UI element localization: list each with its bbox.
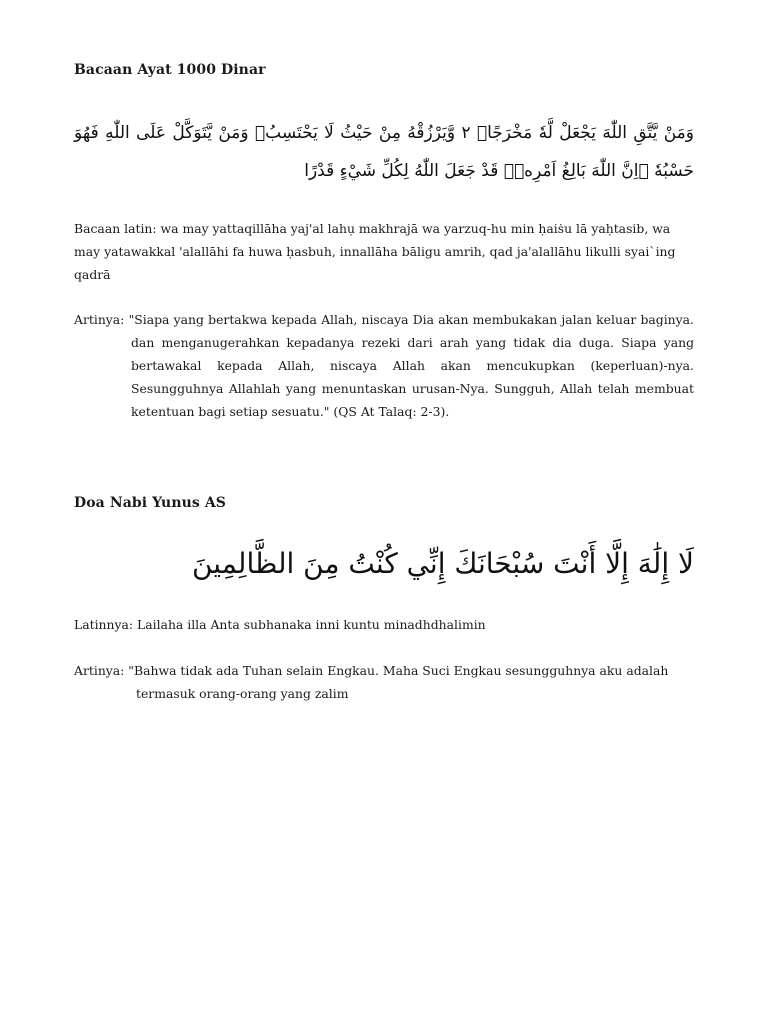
section-title-ayat-1000-dinar: Bacaan Ayat 1000 Dinar <box>74 62 266 78</box>
section-title-doa-nabi-yunus: Doa Nabi Yunus AS <box>74 495 227 511</box>
latin-transliteration-talaq: Bacaan latin: wa may yattaqillāha yaj'al lahụ makhrajā wa yarzuq-hu min ḥaiṡu lā yaḥtasib, wa may yatawakkal 'alallāhi fa huwa ḥasbuh, innallāha bāligu amrih, qad ja'alallāhu likulli syai`ing qadrā <box>74 221 676 282</box>
translation-talaq: Artinya: "Siapa yang bertakwa kepada Allah, niscaya Dia akan membukakan jalan keluar baginya. dan menganugerahkan kepadanya rezeki dari arah yang tidak dia duga. Siapa yang bertawakal kepada Allah, niscaya Allah akan mencukupkan (keperluan)-nya. Sesungguhnya Allahlah yang menuntaskan urusan-Nya. Sungguh, Allah telah membuat ketentuan bagi setiap sesuatu." (QS At Talaq: 2-3). <box>74 312 694 419</box>
arabic-doa-yunus: لَا إِلَٰهَ إِلَّا أَنْتَ سُبْحَانَكَ إِنِّي كُنْتُ مِنَ الظَّالِمِينَ <box>191 547 694 580</box>
translation-yunus: Artinya: "Bahwa tidak ada Tuhan selain Engkau. Maha Suci Engkau sesungguhnya aku adalah termasuk orang-orang yang zalim <box>74 663 669 701</box>
arabic-verse-talaq: وَمَنْ يَّتَّقِ اللّٰهَ يَجْعَلْ لَّهٗ مَخْرَجًاۙ ٢ وَّيَرْزُقْهُ مِنْ حَيْثُ لَا يَحْتَسِبُۗ وَمَنْ يَّتَوَكَّلْ عَلَى اللّٰهِ فَهُوَ حَسْبُهٗ ۗاِنَّ اللّٰهَ بَالِغُ اَمْرِهٖۗ قَدْ جَعَلَ اللّٰهُ لِكُلِّ شَيْءٍ قَدْرًا <box>74 123 694 181</box>
latin-transliteration-yunus: Latinnya: Lailaha illa Anta subhanaka inni kuntu minadhdhalimin <box>74 617 486 632</box>
